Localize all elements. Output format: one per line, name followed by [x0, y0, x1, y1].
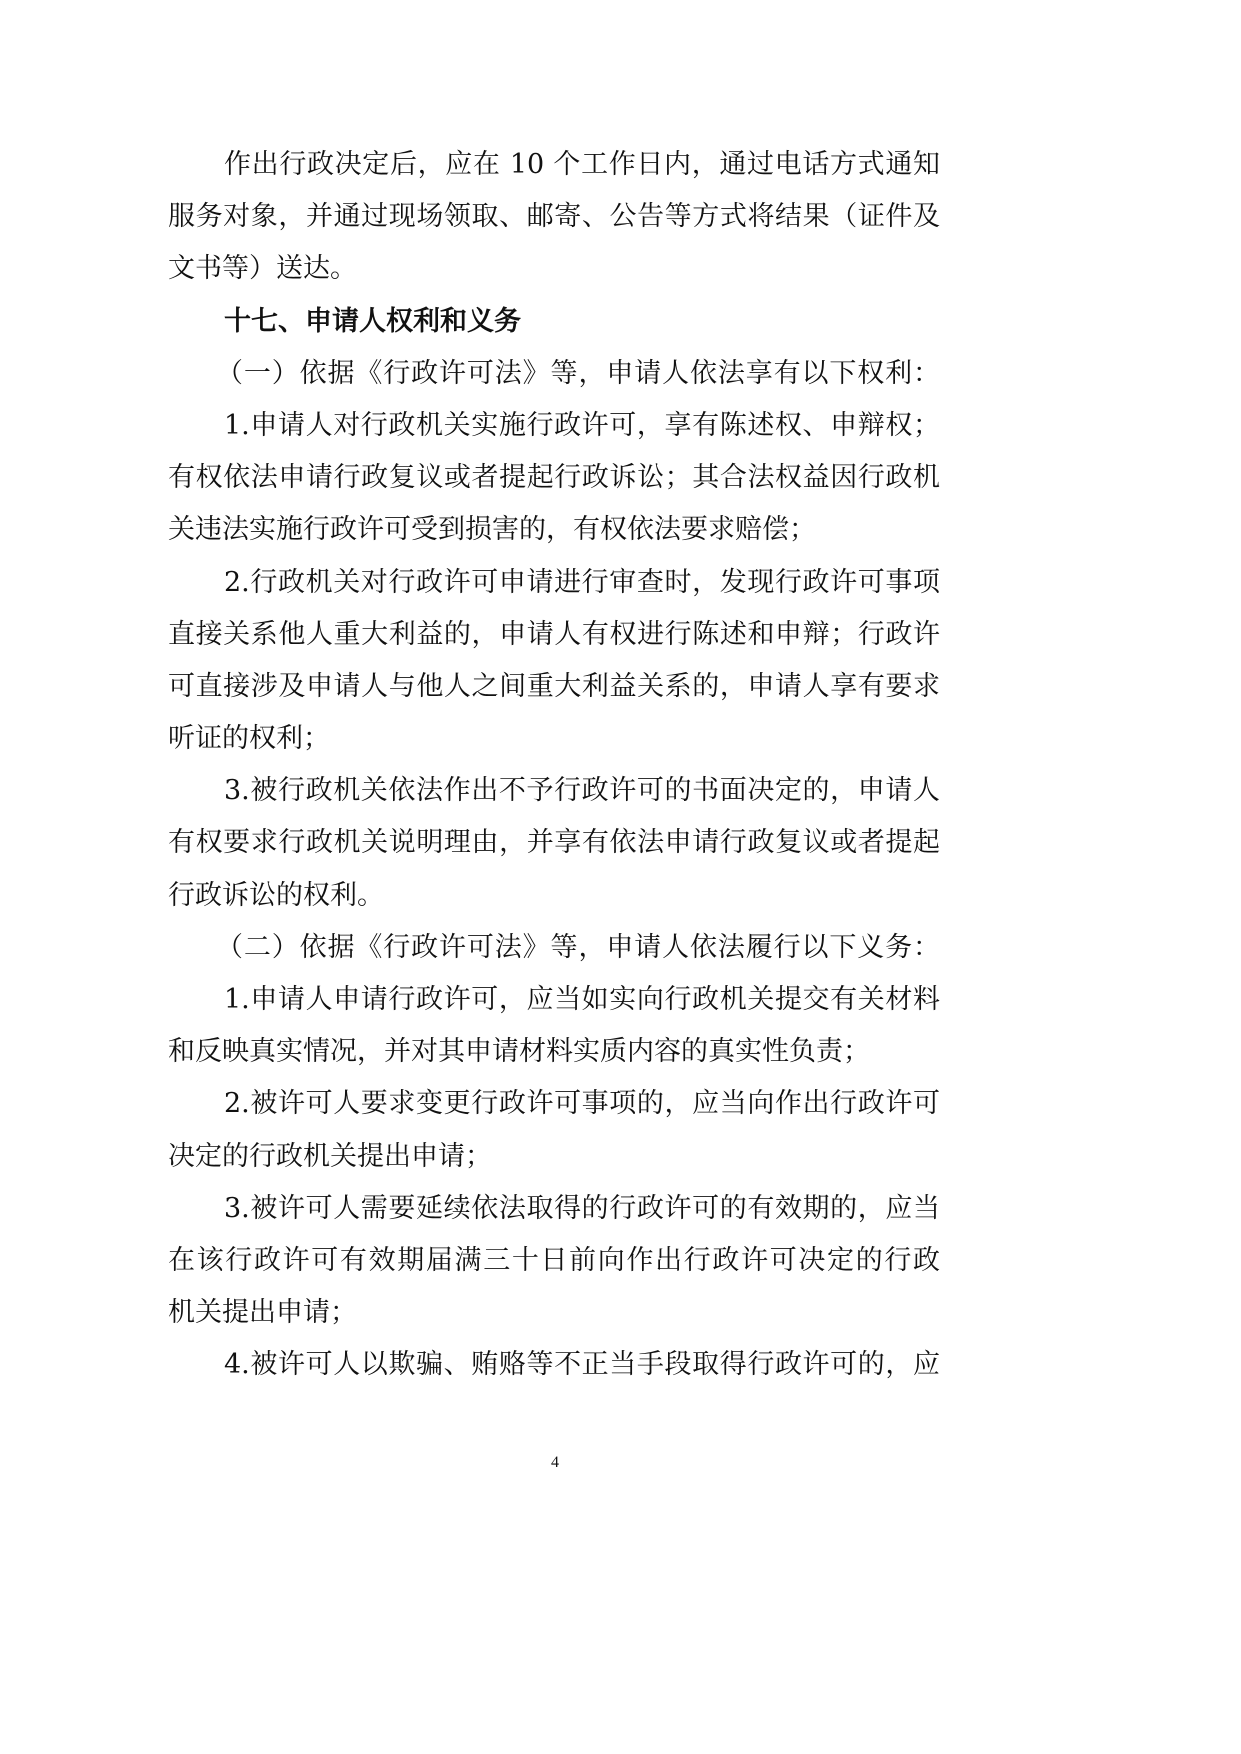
text-line: 3.被行政机关依法作出不予行政许可的书面决定的，申请人 — [224, 775, 940, 807]
text-line: 和反映真实情况，并对其申请材料实质内容的真实性负责； — [168, 1036, 870, 1068]
text-line: 3.被许可人需要延续依法取得的行政许可的有效期的，应当 — [224, 1192, 940, 1224]
paragraph — [168, 765, 940, 922]
text-line: 有权依法申请行政复议或者提起行政诉讼；其合法权益因行政机 — [168, 462, 940, 494]
text-line: （二）依据《行政许可法》等，申请人依法履行以下义务： — [216, 931, 940, 963]
text-line: 在该行政许可有效期届满三十日前向作出行政许可决定的行政 — [168, 1244, 940, 1276]
paragraph — [168, 1339, 940, 1391]
text-line: 关违法实施行政许可受到损害的，有权依法要求赔偿； — [168, 514, 816, 546]
text-line: 2.被许可人要求变更行政许可事项的，应当向作出行政许可 — [224, 1088, 940, 1120]
paragraph — [168, 139, 940, 296]
section-heading — [168, 296, 940, 348]
text-line: 1.申请人对行政机关实施行政许可，享有陈述权、申辩权； — [224, 409, 940, 441]
text-line: 2.行政机关对行政许可申请进行审查时，发现行政许可事项 — [224, 566, 940, 598]
page-number: 4 — [551, 1454, 559, 1471]
paragraph — [168, 348, 940, 400]
text-line: 文书等）送达。 — [168, 253, 357, 285]
text-line: 服务对象，并通过现场领取、邮寄、公告等方式将结果（证件及 — [168, 201, 940, 233]
text-line: 有权要求行政机关说明理由，并享有依法申请行政复议或者提起 — [168, 827, 940, 859]
text-line: 可直接涉及申请人与他人之间重大利益关系的，申请人享有要求 — [168, 670, 940, 702]
paragraph — [168, 974, 940, 1078]
text-line: 1.申请人申请行政许可，应当如实向行政机关提交有关材料 — [224, 984, 940, 1015]
text-line: 听证的权利； — [168, 723, 330, 755]
text-line: 行政诉讼的权利。 — [168, 879, 384, 911]
paragraph — [168, 1183, 940, 1340]
paragraph — [168, 922, 940, 974]
text-line: 决定的行政机关提出申请； — [168, 1140, 492, 1172]
text-line: 直接关系他人重大利益的，申请人有权进行陈述和申辩；行政许 — [168, 618, 940, 650]
text-line: 作出行政决定后，应在 10 个工作日内，通过电话方式通知 — [224, 149, 940, 180]
paragraph — [168, 400, 940, 557]
text-line: 机关提出申请； — [168, 1297, 357, 1329]
text-line: （一）依据《行政许可法》等，申请人依法享有以下权利： — [216, 357, 940, 389]
document-body — [168, 139, 940, 1392]
text-line: 十七、申请人权利和义务 — [224, 305, 521, 337]
paragraph — [168, 557, 940, 766]
text-line: 4.被许可人以欺骗、贿赂等不正当手段取得行政许可的，应 — [224, 1349, 940, 1381]
paragraph — [168, 1078, 940, 1182]
